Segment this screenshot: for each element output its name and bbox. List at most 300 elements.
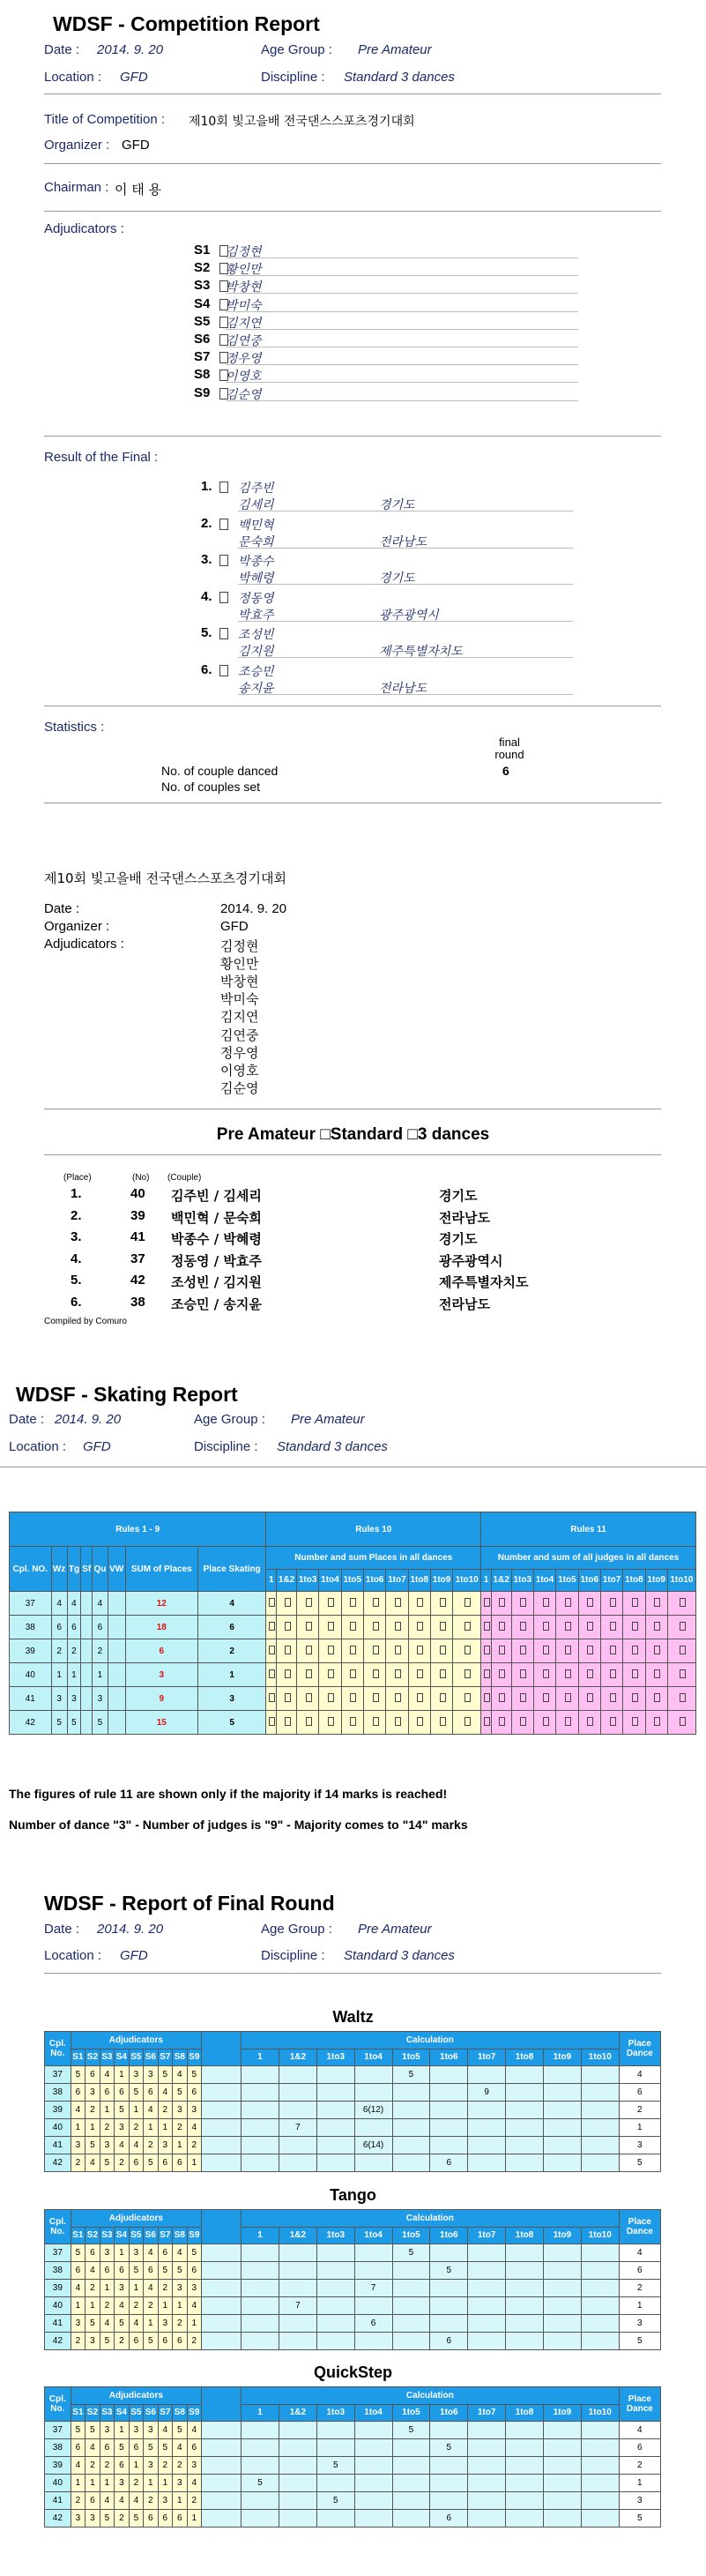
summary-couple: 백민혁 / 문숙희 (171, 1209, 262, 1226)
judge-mark: 1 (187, 2154, 201, 2172)
sum-of-places: 9 (125, 1687, 197, 1711)
rule10-cell (408, 1663, 430, 1687)
calc-cell (316, 2102, 354, 2119)
rule11-cell (623, 1711, 645, 1735)
rule11-cell (481, 1616, 492, 1639)
place-dance: 3 (619, 2492, 660, 2510)
calc-cell: 5 (392, 2244, 430, 2262)
dance-place: 1 (67, 1663, 81, 1687)
calc-cell (581, 2084, 619, 2102)
rules-1-9-header: Rules 1 - 9 (10, 1512, 266, 1547)
rule10-cell (453, 1687, 481, 1711)
partner-a: 백민혁 (238, 518, 274, 533)
age-group-value: Pre Amateur (358, 42, 432, 57)
calc-col-header: 1 (242, 2227, 279, 2244)
calc-cell: 6 (430, 2510, 468, 2527)
rule11-cell (556, 1616, 578, 1639)
judge-mark: 4 (173, 2244, 187, 2262)
calc-cell (392, 2457, 430, 2475)
rule10-cell (319, 1616, 341, 1639)
judge-header: S9 (187, 2404, 201, 2422)
place-skating: 5 (197, 1711, 266, 1735)
checkbox-icon (610, 1646, 616, 1654)
rule11-cell (481, 1592, 492, 1616)
result-region: 광주광역시 (379, 608, 439, 623)
judge-mark: 1 (158, 2119, 172, 2137)
rule11-cell (511, 1687, 533, 1711)
calc-cell (242, 2333, 279, 2350)
result-place: 4. (201, 588, 212, 604)
rule11-cell (645, 1639, 667, 1663)
checkbox-icon (520, 1598, 526, 1607)
final-discipline-label: Discipline : (261, 1948, 325, 1963)
checkbox-icon (328, 1717, 334, 1726)
checkbox-icon (306, 1646, 312, 1654)
adjudicator-row-line (226, 293, 578, 294)
calc-cell (279, 2084, 316, 2102)
rule11-cell (600, 1711, 622, 1735)
calc-cell (468, 2422, 506, 2439)
summary-organizer-label: Organizer : (44, 919, 110, 934)
checkbox-icon (587, 1717, 593, 1726)
checkbox-icon (395, 1598, 401, 1607)
judge-mark: 2 (187, 2137, 201, 2154)
calculation-header: Calculation (242, 2032, 620, 2050)
calc-cell (242, 2102, 279, 2119)
checkbox-icon (395, 1669, 401, 1678)
rule10-cell (363, 1639, 385, 1663)
calc-col-header: 1&2 (277, 1569, 297, 1592)
calc-cell (316, 2333, 354, 2350)
calc-cell (543, 2280, 581, 2297)
judge-mark: 5 (144, 2333, 158, 2350)
calc-col-header: 1to10 (581, 2227, 619, 2244)
rule11-cell (600, 1639, 622, 1663)
judge-mark: 1 (144, 2475, 158, 2492)
spacer-cell (202, 2066, 242, 2084)
calc-cell (430, 2137, 468, 2154)
rule10-cell (408, 1687, 430, 1711)
calc-cell (242, 2297, 279, 2315)
calc-col-header: 1 (266, 1569, 277, 1592)
date-value: 2014. 9. 20 (97, 42, 164, 57)
calc-cell (279, 2154, 316, 2172)
summary-number: 37 (130, 1251, 145, 1266)
judge-mark: 4 (71, 2280, 85, 2297)
judge-mark: 2 (129, 2119, 143, 2137)
checkbox-icon (680, 1646, 686, 1654)
judge-mark: 4 (71, 2457, 85, 2475)
dance-sf-header: Sf (81, 1547, 93, 1592)
final-round-title: WDSF - Report of Final Round (44, 1892, 335, 1915)
calc-cell (316, 2137, 354, 2154)
calc-cell (543, 2066, 581, 2084)
judge-mark: 2 (115, 2333, 129, 2350)
rule11-cell (578, 1639, 600, 1663)
checkbox-icon (395, 1622, 401, 1631)
judge-mark: 5 (129, 2262, 143, 2280)
calc-cell: 5 (242, 2475, 279, 2492)
calc-cell (506, 2492, 544, 2510)
summary-place: 4. (71, 1251, 82, 1266)
checkbox-icon (440, 1693, 446, 1702)
calc-cell (581, 2244, 619, 2262)
calc-cell (279, 2280, 316, 2297)
dance-place: 5 (93, 1711, 108, 1735)
rule10-cell (266, 1711, 277, 1735)
calc-cell (316, 2262, 354, 2280)
judge-header: S9 (187, 2227, 201, 2244)
calc-cell (430, 2422, 468, 2439)
skating-location-value: GFD (83, 1439, 111, 1454)
judge-header: S7 (158, 2404, 172, 2422)
summary-region: 제주특별자치도 (439, 1274, 529, 1290)
dance-place: 3 (67, 1687, 81, 1711)
calc-col-header: 1to3 (316, 2404, 354, 2422)
judge-mark: 6 (129, 2333, 143, 2350)
rule11-cell (623, 1663, 645, 1687)
calc-cell (581, 2457, 619, 2475)
adjudicator-name: 김순영 (226, 387, 262, 402)
summary-number: 39 (130, 1207, 145, 1223)
result-label: Result of the Final : (44, 450, 159, 465)
calc-cell (506, 2244, 544, 2262)
checkbox-icon (587, 1622, 593, 1631)
rule10-cell (341, 1687, 363, 1711)
checkbox-icon (440, 1598, 446, 1607)
cpl-no: 39 (45, 2102, 71, 2119)
calc-cell (354, 2457, 392, 2475)
cpl-no: 37 (45, 2422, 71, 2439)
summary-couple: 정동영 / 박효주 (171, 1252, 262, 1269)
judge-mark: 5 (173, 2262, 187, 2280)
summary-adjudicator-name: 정우영 (220, 1044, 259, 1061)
judge-mark: 1 (71, 2297, 85, 2315)
calc-cell (392, 2315, 430, 2333)
judge-mark: 3 (71, 2315, 85, 2333)
calc-cell (354, 2119, 392, 2137)
judge-mark: 3 (115, 2475, 129, 2492)
checkbox-icon (654, 1622, 660, 1631)
calc-cell (242, 2084, 279, 2102)
rule11-cell (645, 1711, 667, 1735)
judge-mark: 4 (85, 2154, 100, 2172)
calc-cell: 7 (354, 2280, 392, 2297)
calc-col-header: 1to6 (363, 1569, 385, 1592)
calc-col-header: 1to4 (354, 2227, 392, 2244)
calc-col-header: 1to8 (506, 2404, 544, 2422)
calc-cell (506, 2457, 544, 2475)
calc-col-header: 1 (242, 2049, 279, 2066)
judge-mark: 4 (187, 2297, 201, 2315)
summary-couple: 김주빈 / 김세리 (171, 1188, 262, 1204)
checkbox-icon (587, 1598, 593, 1607)
competition-title-value: 제10회 빛고을배 전국댄스스포츠경기대회 (189, 115, 415, 129)
judge-mark: 1 (158, 2475, 172, 2492)
checkbox-icon (680, 1693, 686, 1702)
place-dance: 4 (619, 2422, 660, 2439)
partner-a: 정동영 (238, 591, 274, 606)
judge-mark: 2 (144, 2492, 158, 2510)
result-region: 제주특별자치도 (379, 645, 463, 659)
checkbox-icon (219, 628, 228, 639)
checkbox-icon (269, 1622, 275, 1631)
judge-mark: 2 (71, 2492, 85, 2510)
judge-mark: 4 (100, 2066, 114, 2084)
judge-mark: 5 (100, 2333, 114, 2350)
cpl-no: 41 (45, 2315, 71, 2333)
checkbox-icon (373, 1598, 379, 1607)
calc-cell (392, 2154, 430, 2172)
rule11-cell (481, 1711, 492, 1735)
checkbox-icon (328, 1669, 334, 1678)
spacer-cell (202, 2297, 242, 2315)
skating-location-label: Location : (9, 1439, 67, 1454)
judge-mark: 6 (129, 2439, 143, 2457)
rule11-cell (481, 1639, 492, 1663)
calc-cell (354, 2154, 392, 2172)
adjudicator-row-line (226, 329, 578, 330)
calculation-header: Calculation (242, 2210, 620, 2228)
calc-cell (242, 2137, 279, 2154)
rule10-cell (277, 1687, 297, 1711)
checkbox-icon (484, 1622, 490, 1631)
checkbox-icon (285, 1646, 291, 1654)
judge-mark: 6 (158, 2244, 172, 2262)
judge-mark: 4 (187, 2475, 201, 2492)
calc-cell (279, 2422, 316, 2439)
calc-cell (506, 2137, 544, 2154)
calc-cell (354, 2439, 392, 2457)
sum-of-places: 3 (125, 1663, 197, 1687)
rule10-cell (266, 1687, 277, 1711)
rule10-cell (386, 1616, 408, 1639)
calc-col-header: 1to4 (354, 2049, 392, 2066)
checkbox-icon (285, 1669, 291, 1678)
judge-mark: 2 (100, 2119, 114, 2137)
calc-col-header: 1to4 (533, 1569, 555, 1592)
place-skating: 6 (197, 1616, 266, 1639)
judge-mark: 3 (85, 2510, 100, 2527)
calc-cell (316, 2119, 354, 2137)
judge-header: S2 (85, 2049, 100, 2066)
discipline-value: Standard 3 dances (344, 70, 455, 85)
checkbox-icon (543, 1598, 549, 1607)
judge-mark: 5 (173, 2422, 187, 2439)
calc-col-header: 1to8 (408, 1569, 430, 1592)
judge-mark: 5 (144, 2439, 158, 2457)
summary-category: Pre Amateur □Standard □3 dances (216, 1125, 490, 1144)
rule11-cell (533, 1711, 555, 1735)
summary-adjudicator-name: 박창현 (220, 974, 259, 990)
calc-cell (581, 2262, 619, 2280)
spacer-header (202, 2032, 242, 2066)
cpl-no-header: Cpl. No. (45, 2387, 71, 2422)
rule10-cell (408, 1711, 430, 1735)
checkbox-icon (350, 1693, 356, 1702)
dance-place: 3 (51, 1687, 67, 1711)
judge-mark: 3 (85, 2084, 100, 2102)
checkbox-icon (373, 1717, 379, 1726)
judge-header: S3 (100, 2227, 114, 2244)
dance-place (108, 1592, 125, 1616)
judge-mark: 1 (100, 2475, 114, 2492)
judge-header: S4 (115, 2227, 129, 2244)
judge-mark: 6 (85, 2244, 100, 2262)
checkbox-icon (654, 1693, 660, 1702)
calc-cell (468, 2262, 506, 2280)
calc-cell (506, 2297, 544, 2315)
rule10-cell (386, 1592, 408, 1616)
calc-col-header: 1to5 (556, 1569, 578, 1592)
calc-cell (543, 2439, 581, 2457)
calc-col-header: 1to3 (316, 2227, 354, 2244)
judge-mark: 5 (71, 2066, 85, 2084)
checkbox-icon (610, 1693, 616, 1702)
cpl-no: 38 (45, 2084, 71, 2102)
calc-cell (430, 2244, 468, 2262)
judge-mark: 6 (71, 2262, 85, 2280)
judge-mark: 5 (115, 2315, 129, 2333)
checkbox-icon (218, 627, 228, 642)
judge-mark: 4 (158, 2084, 172, 2102)
skating-note-majority: Number of dance "3" - Number of judges is "9" - Majority comes to "14" marks (9, 1818, 468, 1832)
rule11-cell (667, 1687, 695, 1711)
summary-region: 경기도 (439, 1231, 478, 1247)
judge-header: S4 (115, 2404, 129, 2422)
judge-mark: 4 (158, 2422, 172, 2439)
summary-adjudicator-name: 김순영 (220, 1079, 259, 1096)
place-dance-header: Place Dance (619, 2032, 660, 2066)
adjudicator-code: S9 (194, 385, 211, 400)
judge-mark: 1 (144, 2119, 158, 2137)
partner-a: 박종수 (238, 555, 274, 569)
judge-mark: 2 (129, 2475, 143, 2492)
checkbox-icon (219, 555, 228, 566)
calc-cell (279, 2262, 316, 2280)
final-round-value: 6 (502, 764, 509, 778)
cpl-no: 37 (45, 2244, 71, 2262)
rule10-cell (408, 1592, 430, 1616)
skating-table (9, 1512, 696, 1735)
calc-cell (242, 2439, 279, 2457)
spacer-header (202, 2387, 242, 2422)
checkbox-icon (610, 1598, 616, 1607)
spacer-cell (202, 2475, 242, 2492)
checkbox-icon (417, 1622, 423, 1631)
adjudicator-name: 박미숙 (226, 298, 262, 313)
rule11-cell (511, 1663, 533, 1687)
rule11-cell (645, 1616, 667, 1639)
dance-place: 4 (93, 1592, 108, 1616)
rule11-cell (511, 1592, 533, 1616)
dance-place: 5 (67, 1711, 81, 1735)
checkbox-icon (499, 1598, 505, 1607)
judge-mark: 5 (187, 2244, 201, 2262)
judge-header: S7 (158, 2049, 172, 2066)
summary-couple: 조승민 / 송지윤 (171, 1295, 262, 1312)
judge-header: S3 (100, 2049, 114, 2066)
calc-cell (581, 2475, 619, 2492)
judge-mark: 1 (129, 2280, 143, 2297)
judge-mark: 4 (71, 2102, 85, 2119)
checkbox-icon (632, 1646, 638, 1654)
checkbox-icon (484, 1669, 490, 1678)
checkbox-icon (484, 1717, 490, 1726)
judge-mark: 4 (144, 2102, 158, 2119)
calc-cell (581, 2422, 619, 2439)
calc-cell (506, 2154, 544, 2172)
result-row-line (238, 694, 573, 695)
judge-header: S5 (129, 2049, 143, 2066)
rule11-cell (491, 1639, 511, 1663)
judge-header: S8 (173, 2404, 187, 2422)
judge-mark: 2 (173, 2457, 187, 2475)
organizer-value: GFD (122, 138, 150, 153)
judge-header: S1 (71, 2404, 85, 2422)
judge-mark: 1 (129, 2102, 143, 2119)
judge-mark: 2 (71, 2333, 85, 2350)
rule11-cell (481, 1687, 492, 1711)
cpl-no: 39 (45, 2457, 71, 2475)
judge-mark: 1 (115, 2422, 129, 2439)
result-row-line (238, 657, 573, 658)
checkbox-icon (218, 554, 228, 569)
checkbox-icon (654, 1669, 660, 1678)
final-location-value: GFD (120, 1948, 148, 1963)
calc-col-header: 1to6 (578, 1569, 600, 1592)
calc-cell (316, 2280, 354, 2297)
rule11-cell (578, 1616, 600, 1639)
calc-cell (543, 2262, 581, 2280)
spacer-cell (202, 2084, 242, 2102)
calc-cell (354, 2510, 392, 2527)
judge-mark: 1 (85, 2475, 100, 2492)
spacer-cell (202, 2119, 242, 2137)
rule10-cell (386, 1711, 408, 1735)
calc-col-header: 1 (242, 2404, 279, 2422)
summary-number: 38 (130, 1294, 145, 1310)
checkbox-icon (219, 592, 228, 603)
rule10-cell (277, 1663, 297, 1687)
dance-table-waltz (44, 2031, 661, 2172)
calc-cell (581, 2102, 619, 2119)
col-couple-header: (Couple) (167, 1173, 202, 1183)
judge-mark: 1 (129, 2457, 143, 2475)
rule11-cell (600, 1687, 622, 1711)
rule11-cell (645, 1663, 667, 1687)
calc-cell (316, 2422, 354, 2439)
rule10-cell (363, 1592, 385, 1616)
calc-cell (279, 2510, 316, 2527)
checkbox-icon (350, 1622, 356, 1631)
judge-mark: 3 (187, 2102, 201, 2119)
calc-cell (581, 2119, 619, 2137)
checkbox-icon (565, 1693, 571, 1702)
adjudicator-code: S5 (194, 313, 211, 329)
rule10-cell (319, 1639, 341, 1663)
calc-col-header: 1to8 (623, 1569, 645, 1592)
cpl-no-header: Cpl. No. (45, 2032, 71, 2066)
result-place: 2. (201, 515, 212, 531)
rule11-cell (511, 1616, 533, 1639)
rule10-cell (363, 1616, 385, 1639)
calc-cell (468, 2315, 506, 2333)
judge-mark: 5 (100, 2154, 114, 2172)
calc-cell (468, 2280, 506, 2297)
summary-place: 5. (71, 1273, 82, 1288)
place-dance: 2 (619, 2457, 660, 2475)
